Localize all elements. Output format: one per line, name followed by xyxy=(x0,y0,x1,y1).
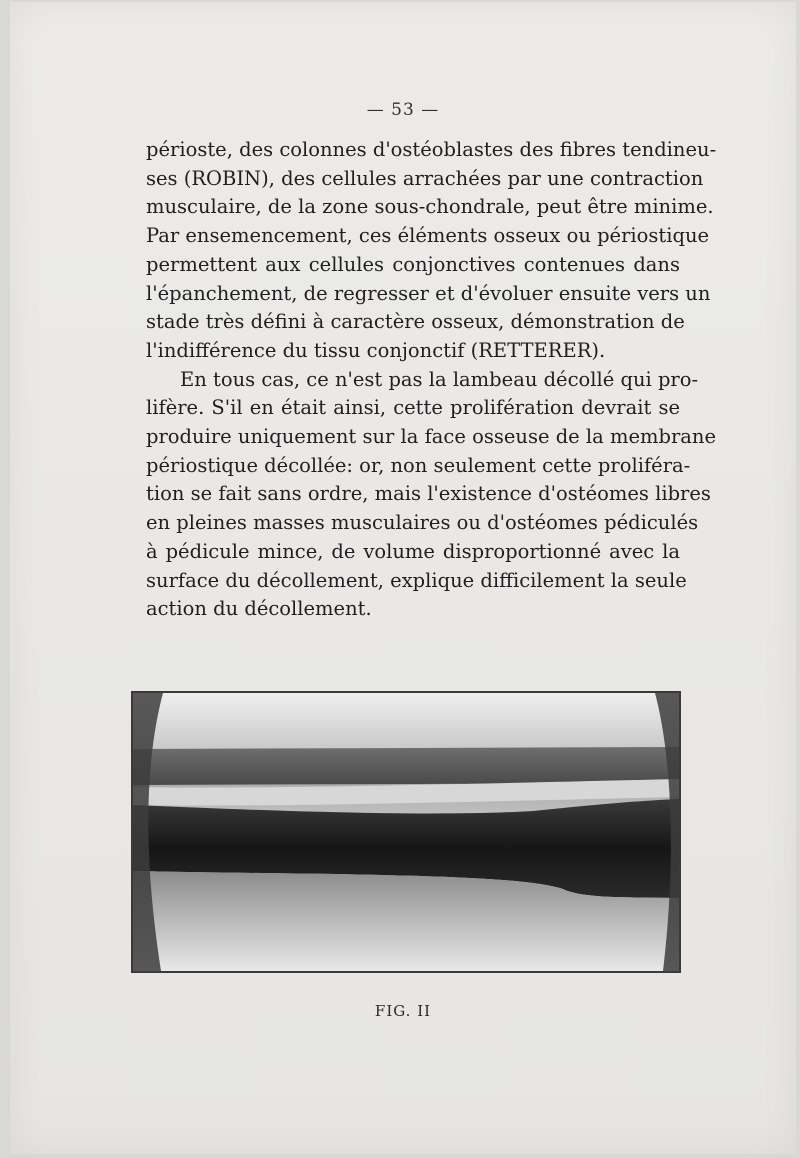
page-number: — 53 — xyxy=(366,100,440,120)
text-line: lifère. S'il en était ainsi, cette prolifération devrait se xyxy=(146,396,680,420)
text-line: musculaire, de la zone sous-chondrale, peut être minime. xyxy=(146,195,714,219)
text-line: périostique décollée: or, non seulement cette proliféra- xyxy=(146,453,691,477)
text-line: à pédicule mince, de volume disproportionné avec la xyxy=(146,539,680,563)
paragraph-2 xyxy=(146,366,717,624)
text-line: surface du décollement, explique difficilement la seule xyxy=(146,568,687,592)
book-page xyxy=(10,2,796,1154)
text-line: Par ensemencement, ces éléments osseux ou périostique xyxy=(146,224,710,248)
text-line: action du décollement. xyxy=(146,597,372,621)
text-line: produire uniquement sur la face osseuse de la membrane xyxy=(146,425,717,449)
text-line: l'épanchement, de regresser et d'évoluer ensuite vers un xyxy=(146,281,711,305)
body-text xyxy=(146,136,717,624)
text-line: l'indifférence du tissu conjonctif (RETTERER). xyxy=(146,338,606,362)
text-line: en pleines masses musculaires ou d'ostéomes pédiculés xyxy=(146,511,699,535)
figure-caption: FIG. II xyxy=(374,1002,432,1020)
paragraph-1 xyxy=(146,136,717,366)
text-line: périoste, des colonnes d'ostéoblastes des fibres tendineu- xyxy=(146,138,717,161)
text-line: ses (ROBIN), des cellules arrachées par une contraction xyxy=(146,166,704,190)
radiograph-plate xyxy=(131,691,681,973)
text-line: tion se fait sans ordre, mais l'existence d'ostéomes libres xyxy=(146,482,711,506)
radiograph-image xyxy=(133,693,679,971)
text-line: En tous cas, ce n'est pas la lambeau décollé qui pro- xyxy=(180,367,699,391)
text-line: stade très défini à caractère osseux, démonstration de xyxy=(146,310,685,334)
text-line: permettent aux cellules conjonctives contenues dans xyxy=(146,252,680,276)
